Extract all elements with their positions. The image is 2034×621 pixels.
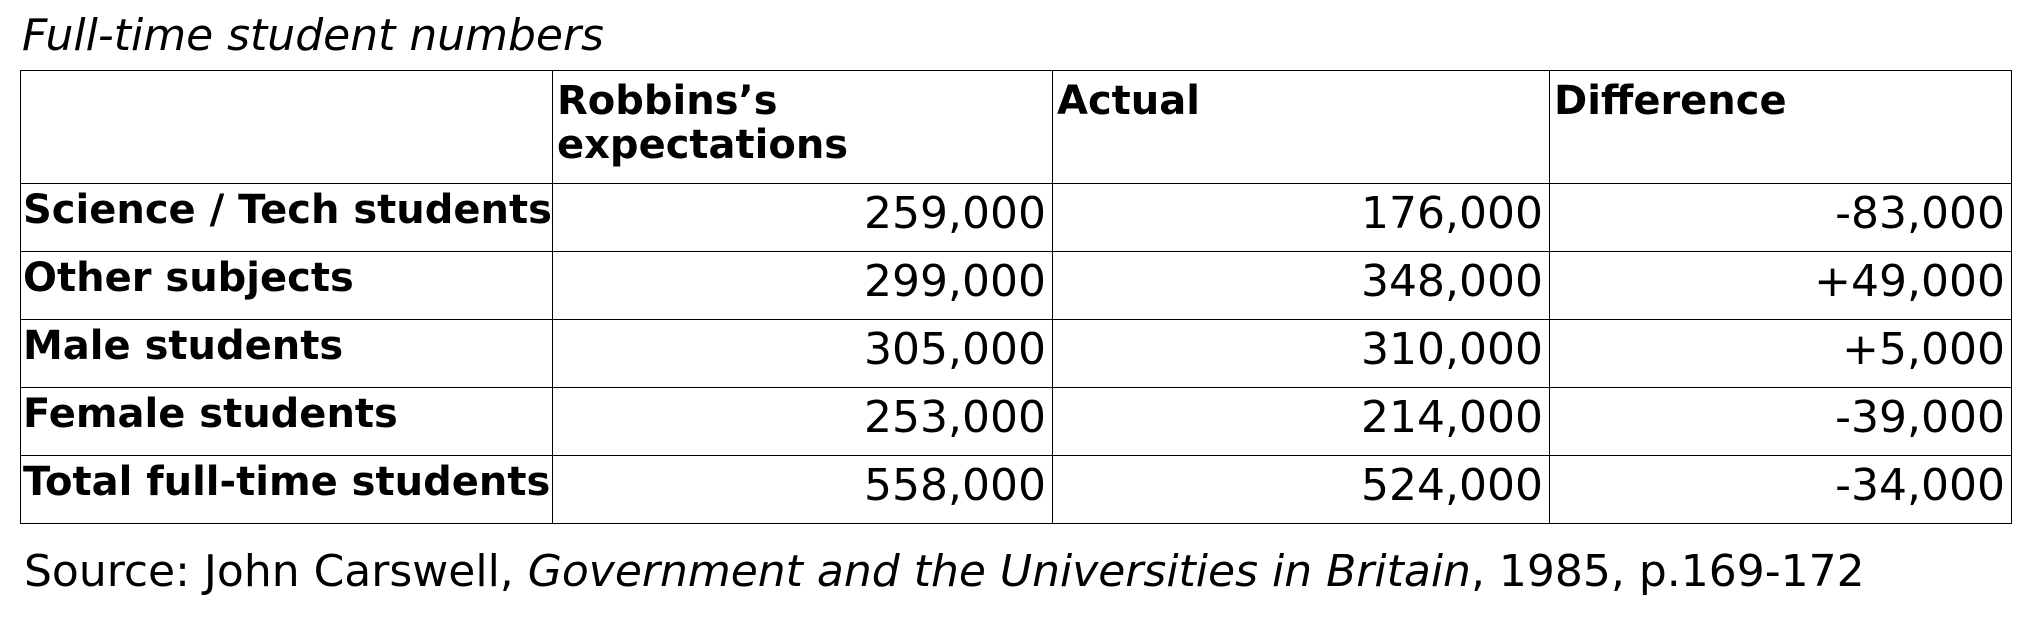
table-caption: Full-time student numbers — [22, 10, 604, 61]
row-label: Other subjects — [21, 252, 553, 320]
row-label: Total full-time students — [21, 456, 553, 524]
actual-value: 348,000 — [1053, 252, 1550, 320]
row-label: Male students — [21, 320, 553, 388]
actual-value: 310,000 — [1053, 320, 1550, 388]
source-suffix: , 1985, p.169-172 — [1470, 546, 1865, 597]
actual-value: 214,000 — [1053, 388, 1550, 456]
table-row — [21, 388, 2012, 456]
table-row — [21, 252, 2012, 320]
student-numbers-table — [20, 70, 2012, 524]
header-expectations: Robbins’s expectations — [553, 71, 1053, 184]
expected-value: 299,000 — [553, 252, 1053, 320]
expected-value: 259,000 — [553, 184, 1053, 252]
actual-value: 176,000 — [1053, 184, 1550, 252]
row-label: Science / Tech students — [21, 184, 553, 252]
header-difference: Difference — [1550, 71, 2012, 184]
actual-value: 524,000 — [1053, 456, 1550, 524]
expected-value: 253,000 — [553, 388, 1053, 456]
source-citation — [24, 546, 1865, 599]
table-row — [21, 456, 2012, 524]
difference-value: -83,000 — [1550, 184, 2012, 252]
table-header-row — [21, 71, 2012, 184]
source-book-title: Government and the Universities in Britain — [527, 546, 1471, 597]
source-prefix: Source: John Carswell, — [24, 546, 528, 597]
header-blank-cell — [21, 71, 553, 184]
difference-value: +5,000 — [1550, 320, 2012, 388]
header-actual: Actual — [1053, 71, 1550, 184]
difference-value: +49,000 — [1550, 252, 2012, 320]
difference-value: -34,000 — [1550, 456, 2012, 524]
table-row — [21, 184, 2012, 252]
difference-value: -39,000 — [1550, 388, 2012, 456]
expected-value: 305,000 — [553, 320, 1053, 388]
row-label: Female students — [21, 388, 553, 456]
table-row — [21, 320, 2012, 388]
expected-value: 558,000 — [553, 456, 1053, 524]
